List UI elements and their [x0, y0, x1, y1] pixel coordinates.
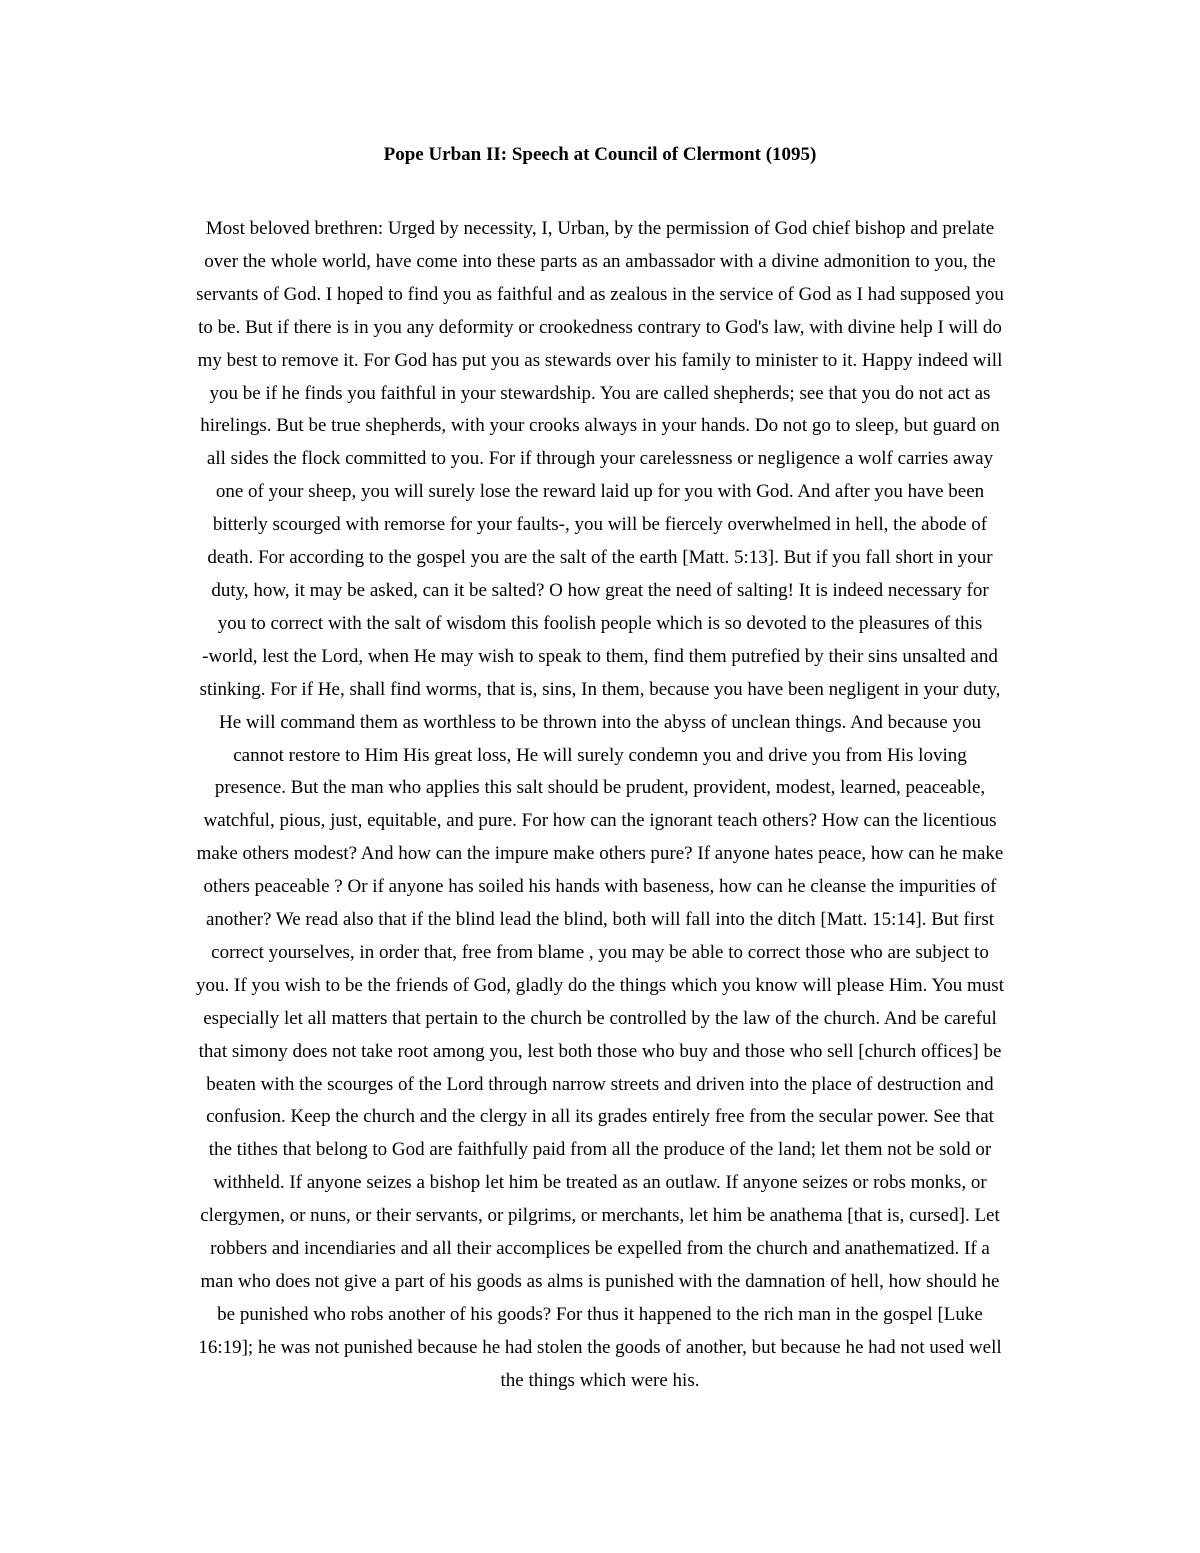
paragraph-line: -world, lest the Lord, when He may wish to speak to them, find them putrefied by their sins unsalted and	[202, 645, 998, 667]
paragraph-line: you. If you wish to be the friends of God, gladly do the things which you know will please Him. You must	[196, 974, 1004, 996]
paragraph-line: 16:19]; he was not punished because he had stolen the goods of another, but because he had not used well	[198, 1336, 1002, 1358]
paragraph-line: to be. But if there is in you any deformity or crookedness contrary to God's law, with divine help I will do	[198, 316, 1002, 338]
paragraph-line: cannot restore to Him His great loss, He will surely condemn you and drive you from His loving	[233, 744, 967, 766]
paragraph-line: another? We read also that if the blind lead the blind, both will fall into the ditch [Matt. 15:14]. But first	[205, 909, 995, 931]
paragraph-line: the tithes that belong to God are faithfully paid from all the produce of the land; let them not be sold or	[208, 1139, 992, 1161]
paragraph-line: especially let all matters that pertain to the church be controlled by the law of the church. And be careful	[203, 1007, 997, 1029]
paragraph-line: clergymen, or nuns, or their servants, or pilgrims, or merchants, let him be anathema [that is, cursed]. Let	[200, 1205, 1000, 1227]
paragraph-line: the things which were his.	[500, 1369, 700, 1391]
paragraph-line: confusion. Keep the church and the clergy in all its grades entirely free from the secular power. See that	[206, 1106, 994, 1128]
document-title: Pope Urban II: Speech at Council of Clermont (1095)	[383, 144, 817, 165]
paragraph-line: Most beloved brethren: Urged by necessity, I, Urban, by the permission of God chief bishop and prelate	[205, 218, 995, 239]
paragraph-line: presence. But the man who applies this salt should be prudent, provident, modest, learned, peaceable,	[214, 777, 986, 799]
paragraph-line: my best to remove it. For God has put you as stewards over his family to minister to it. Happy indeed will	[197, 349, 1003, 371]
paragraph-line: be punished who robs another of his goods? For thus it happened to the rich man in the gospel [Luke	[217, 1303, 983, 1325]
paragraph-line: stinking. For if He, shall find worms, that is, sins, In them, because you have been negligent in your duty,	[199, 678, 1001, 700]
paragraph-line: you to correct with the salt of wisdom this foolish people which is so devoted to the pleasures of this	[217, 612, 983, 634]
paragraph-line: one of your sheep, you will surely lose the reward laid up for you with God. And after you have been	[215, 481, 985, 503]
paragraph-line: duty, how, it may be asked, can it be salted? O how great the need of salting! It is indeed necessary for	[211, 579, 989, 601]
paragraph-line: robbers and incendiaries and all their accomplices be expelled from the church and anathematized. If a	[210, 1238, 990, 1260]
paragraph-line: man who does not give a part of his goods as alms is punished with the damnation of hell, how should he	[200, 1271, 1000, 1292]
paragraph-line: He will command them as worthless to be thrown into the abyss of unclean things. And because you	[219, 711, 981, 733]
paragraph-line: correct yourselves, in order that, free from blame , you may be able to correct those who are subject to	[211, 941, 989, 963]
paragraph-line: servants of God. I hoped to find you as faithful and as zealous in the service of God as I had supposed you	[196, 283, 1004, 305]
speech-paragraph	[148, 213, 1052, 1398]
paragraph-line: bitterly scourged with remorse for your faults-, you will be fiercely overwhelmed in hell, the abode of	[212, 514, 988, 536]
paragraph-line: watchful, pious, just, equitable, and pure. For how can the ignorant teach others? How can the licentious	[203, 810, 997, 832]
paragraph-line: you be if he finds you faithful in your stewardship. You are called shepherds; see that you do not act as	[209, 382, 991, 404]
paragraph-line: make others modest? And how can the impure make others pure? If anyone hates peace, how can he make	[196, 843, 1004, 865]
paragraph-line: all sides the flock committed to you. For if through your carelessness or negligence a wolf carries away	[206, 448, 994, 470]
paragraph-line: over the whole world, have come into these parts as an ambassador with a divine admonition to you, the	[204, 250, 996, 272]
paragraph-line: hirelings. But be true shepherds, with your crooks always in your hands. Do not go to sleep, but guard on	[200, 415, 1000, 437]
paragraph-line: withheld. If anyone seizes a bishop let him be treated as an outlaw. If anyone seizes or robs monks, or	[213, 1172, 987, 1194]
paragraph-line: that simony does not take root among you, lest both those who buy and those who sell [church offices] be	[198, 1040, 1002, 1062]
paragraph-line: beaten with the scourges of the Lord through narrow streets and driven into the place of destruction and	[206, 1073, 994, 1095]
paragraph-line: others peaceable ? Or if anyone has soiled his hands with baseness, how can he cleanse the impurities of	[203, 876, 997, 898]
paragraph-line: death. For according to the gospel you are the salt of the earth [Matt. 5:13]. But if you fall short in your	[207, 547, 993, 569]
